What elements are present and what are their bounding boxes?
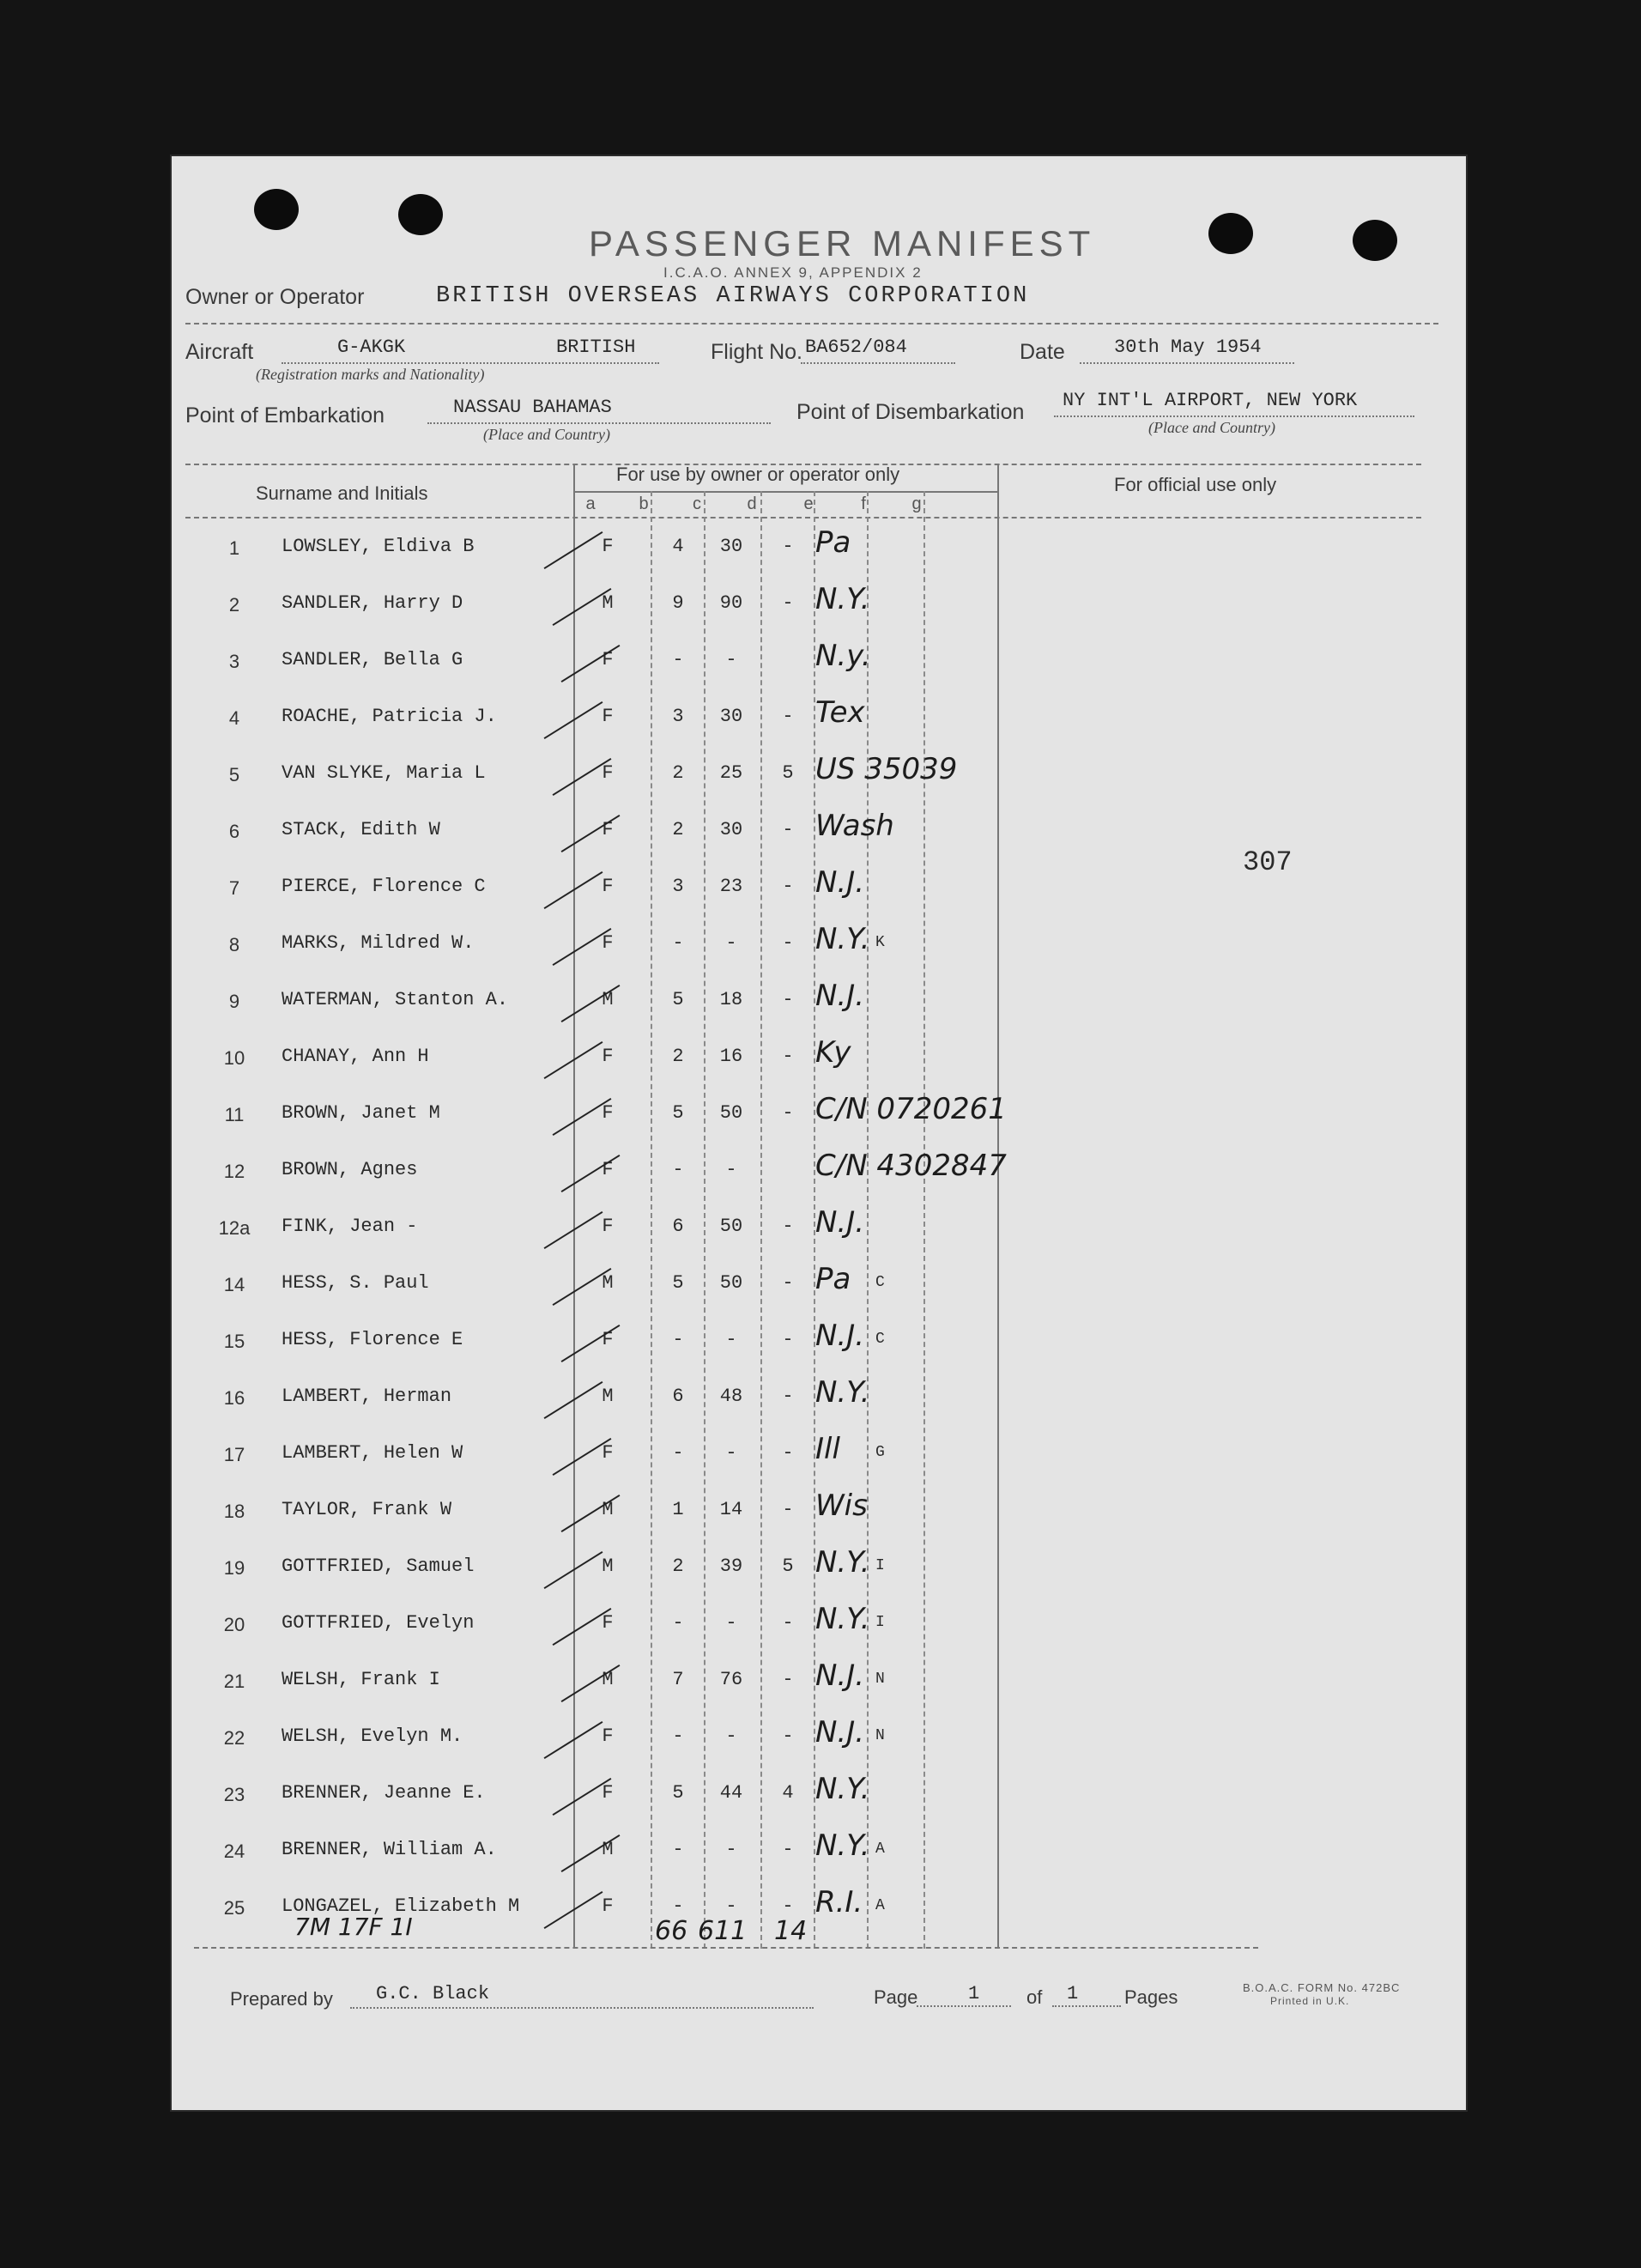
cell-b: 5: [672, 1782, 684, 1804]
cell-sex: F: [602, 1725, 614, 1747]
cell-b: 1: [672, 1499, 684, 1520]
handwritten-residence: N.J.: [815, 865, 865, 900]
cell-sex: F: [602, 1216, 614, 1237]
passenger-name: LAMBERT, Herman: [282, 1386, 452, 1407]
column-letter: c: [693, 494, 701, 513]
cell-sex: F: [602, 536, 614, 557]
cell-b: -: [672, 649, 684, 670]
cell-d: -: [782, 1102, 794, 1124]
header-rule: [573, 491, 997, 493]
cell-d: -: [782, 819, 794, 840]
cell-c: 44: [719, 1782, 743, 1804]
passenger-name: STACK, Edith W: [282, 819, 440, 840]
cell-d: -: [782, 1442, 794, 1464]
row-number: 7: [228, 877, 240, 899]
passenger-name: HESS, Florence E: [282, 1329, 463, 1350]
cell-sex: F: [602, 762, 614, 784]
passenger-name: WATERMAN, Stanton A.: [282, 989, 509, 1010]
aircraft-caption: (Registration marks and Nationality): [256, 366, 485, 383]
cell-d: 5: [782, 1555, 794, 1577]
cell-c: -: [725, 1329, 737, 1350]
column-rule: [573, 464, 575, 1949]
cell-b: 2: [672, 819, 684, 840]
cell-g: N: [875, 1671, 885, 1688]
cell-c: 39: [719, 1555, 743, 1577]
handwritten-residence: Wis: [815, 1489, 868, 1523]
punch-hole: [254, 189, 299, 230]
row-number: 18: [223, 1501, 245, 1522]
cell-c: 50: [719, 1216, 743, 1237]
document-title: PASSENGER MANIFEST: [589, 223, 1096, 264]
cell-c: 16: [719, 1046, 743, 1067]
row-number: 25: [223, 1897, 245, 1919]
cell-c: -: [725, 1442, 737, 1464]
disembarkation-caption: (Place and Country): [1148, 419, 1275, 436]
date-label: Date: [1020, 340, 1065, 364]
column-rule: [867, 491, 869, 1949]
column-rule: [923, 491, 925, 1949]
cell-d: 4: [782, 1782, 794, 1804]
cell-c: 14: [719, 1499, 743, 1520]
cell-sex: F: [602, 706, 614, 727]
handwritten-residence: C/N 4302847: [815, 1149, 1007, 1183]
handwritten-residence: N.Y.: [815, 1602, 870, 1636]
cell-b: -: [672, 1612, 684, 1634]
fill-line: [427, 422, 771, 424]
cell-d: -: [782, 592, 794, 614]
cell-b: 5: [672, 1272, 684, 1294]
passenger-name: WELSH, Evelyn M.: [282, 1725, 463, 1747]
divider: [185, 323, 1438, 324]
row-number: 8: [228, 934, 240, 955]
passenger-name: LAMBERT, Helen W: [282, 1442, 463, 1464]
passenger-name: SANDLER, Bella G: [282, 649, 463, 670]
passenger-name: MARKS, Mildred W.: [282, 932, 475, 954]
handwritten-residence: N.J.: [815, 1715, 865, 1750]
cell-d: -: [782, 932, 794, 954]
cell-g: A: [875, 1897, 885, 1914]
column-letter: a: [585, 494, 596, 513]
cell-sex: F: [602, 932, 614, 954]
cell-d: -: [782, 1499, 794, 1520]
cell-g: C: [875, 1331, 885, 1348]
row-number: 20: [223, 1614, 245, 1635]
passenger-name: FINK, Jean -: [282, 1216, 418, 1237]
column-letter: d: [747, 494, 757, 513]
cell-b: -: [672, 1159, 684, 1180]
row-number: 3: [228, 651, 240, 672]
cell-g: I: [875, 1557, 885, 1574]
cell-g: C: [875, 1274, 885, 1291]
punch-hole: [1208, 213, 1253, 254]
handwritten-residence: Pa: [815, 525, 851, 560]
printed-note: Printed in U.K.: [1270, 1995, 1350, 2007]
passenger-name: PIERCE, Florence C: [282, 876, 486, 897]
cell-c: 18: [719, 989, 743, 1010]
cell-b: 5: [672, 1102, 684, 1124]
prepared-by-value: G.C. Black: [376, 1983, 490, 2004]
cell-b: 6: [672, 1216, 684, 1237]
operator-value: BRITISH OVERSEAS AIRWAYS CORPORATION: [436, 283, 1030, 309]
cell-c: -: [725, 1612, 737, 1634]
cell-d: -: [782, 1725, 794, 1747]
passenger-name: GOTTFRIED, Evelyn: [282, 1612, 475, 1634]
cell-sex: F: [602, 1046, 614, 1067]
cell-c: 48: [719, 1386, 743, 1407]
cell-b: 4: [672, 536, 684, 557]
totals-d: 14: [774, 1916, 808, 1946]
column-letter: b: [639, 494, 649, 513]
passenger-name: BROWN, Janet M: [282, 1102, 440, 1124]
row-number: 1: [228, 537, 240, 559]
cell-b: -: [672, 1725, 684, 1747]
totals-b: 66: [655, 1916, 688, 1946]
passenger-name: LOWSLEY, Eldiva B: [282, 536, 475, 557]
passenger-name: BRENNER, Jeanne E.: [282, 1782, 486, 1804]
passenger-name: CHANAY, Ann H: [282, 1046, 429, 1067]
cell-sex: F: [602, 1329, 614, 1350]
cell-d: 5: [782, 762, 794, 784]
row-number: 16: [223, 1387, 245, 1409]
manifest-sheet: [170, 155, 1468, 2112]
handwritten-residence: Wash: [815, 809, 894, 843]
cell-d: -: [782, 1612, 794, 1634]
cell-b: 3: [672, 876, 684, 897]
form-number: B.O.A.C. FORM No. 472BC: [1243, 1981, 1401, 1994]
cell-c: 25: [719, 762, 743, 784]
cell-g: A: [875, 1840, 885, 1858]
cell-sex: M: [602, 1386, 614, 1407]
cell-d: -: [782, 1046, 794, 1067]
cell-c: 23: [719, 876, 743, 897]
cell-c: 50: [719, 1272, 743, 1294]
fill-line: [1054, 415, 1414, 417]
punch-hole: [1353, 220, 1397, 261]
column-letter: g: [911, 494, 922, 513]
cell-c: 30: [719, 706, 743, 727]
disembarkation-label: Point of Disembarkation: [796, 400, 1025, 424]
cell-sex: M: [602, 1555, 614, 1577]
embarkation-value: NASSAU BAHAMAS: [453, 397, 612, 418]
cell-g: I: [875, 1614, 885, 1631]
passenger-name: TAYLOR, Frank W: [282, 1499, 452, 1520]
disembarkation-value: NY INT'L AIRPORT, NEW YORK: [1063, 390, 1358, 411]
prepared-by-label: Prepared by: [230, 1988, 333, 2010]
cell-c: -: [725, 1725, 737, 1747]
pages-label: Pages: [1124, 1986, 1178, 2008]
cell-sex: F: [602, 1159, 614, 1180]
cell-d: -: [782, 1216, 794, 1237]
row-number: 2: [228, 594, 240, 616]
row-number: 21: [223, 1671, 245, 1692]
embarkation-caption: (Place and Country): [483, 426, 610, 443]
document-subtitle: I.C.A.O. ANNEX 9, APPENDIX 2: [663, 264, 923, 281]
passenger-name: BROWN, Agnes: [282, 1159, 418, 1180]
handwritten-residence: N.y.: [815, 639, 871, 673]
of-label: of: [1026, 1986, 1043, 2008]
row-number: 4: [228, 707, 240, 729]
official-note: 307: [1243, 846, 1293, 878]
cell-b: 2: [672, 762, 684, 784]
cell-d: -: [782, 1329, 794, 1350]
cell-sex: M: [602, 1499, 614, 1520]
embarkation-label: Point of Embarkation: [185, 403, 385, 428]
column-letter: f: [861, 494, 866, 513]
handwritten-residence: Tex: [815, 695, 865, 730]
cell-sex: F: [602, 819, 614, 840]
row-number: 12: [223, 1161, 245, 1182]
cell-d: -: [782, 706, 794, 727]
cell-g: K: [875, 934, 885, 951]
cell-sex: M: [602, 1669, 614, 1690]
cell-sex: F: [602, 649, 614, 670]
fill-line: [1080, 362, 1294, 364]
cell-b: -: [672, 932, 684, 954]
row-number: 17: [223, 1444, 245, 1465]
cell-b: -: [672, 1839, 684, 1860]
aircraft-registration: G-AKGK: [337, 337, 406, 358]
cell-b: 3: [672, 706, 684, 727]
cell-d: -: [782, 1839, 794, 1860]
cell-d: -: [782, 1895, 794, 1917]
cell-b: 2: [672, 1046, 684, 1067]
fill-line: [350, 2007, 814, 2009]
cell-sex: M: [602, 592, 614, 614]
cell-g: N: [875, 1727, 885, 1744]
passenger-name: VAN SLYKE, Maria L: [282, 762, 486, 784]
totals-c: 611: [698, 1916, 748, 1946]
cell-b: 5: [672, 989, 684, 1010]
row-number: 5: [228, 764, 240, 785]
date-value: 30th May 1954: [1114, 337, 1262, 358]
row-number: 24: [223, 1840, 245, 1862]
table-bottom-rule: [194, 1947, 1258, 1949]
cell-d: -: [782, 536, 794, 557]
cell-d: -: [782, 1272, 794, 1294]
aircraft-nationality: BRITISH: [556, 337, 636, 358]
handwritten-residence: Ill: [815, 1432, 840, 1466]
handwritten-residence: Pa: [815, 1262, 851, 1296]
page-number: 1: [968, 1983, 980, 2004]
cell-c: 30: [719, 536, 743, 557]
cell-c: -: [725, 932, 737, 954]
cell-sex: M: [602, 989, 614, 1010]
passenger-name: BRENNER, William A.: [282, 1839, 497, 1860]
name-column-header: Surname and Initials: [256, 482, 428, 504]
passenger-name: GOTTFRIED, Samuel: [282, 1555, 475, 1577]
handwritten-residence: N.J.: [815, 1205, 865, 1240]
official-use-header: For official use only: [1114, 474, 1277, 495]
cell-d: -: [782, 876, 794, 897]
cell-c: -: [725, 1839, 737, 1860]
cell-sex: M: [602, 1839, 614, 1860]
handwritten-residence: N.J.: [815, 1659, 865, 1693]
passenger-name: ROACHE, Patricia J.: [282, 706, 497, 727]
handwritten-residence: Ky: [815, 1035, 851, 1070]
cell-c: 76: [719, 1669, 743, 1690]
cell-b: -: [672, 1442, 684, 1464]
handwritten-residence: N.Y.: [815, 1772, 870, 1806]
passenger-name: WELSH, Frank I: [282, 1669, 440, 1690]
cell-c: -: [725, 649, 737, 670]
column-letter: e: [803, 494, 814, 513]
row-number: 12a: [218, 1217, 251, 1239]
cell-sex: F: [602, 1612, 614, 1634]
fill-line: [1052, 2005, 1121, 2007]
cell-c: 90: [719, 592, 743, 614]
fill-line: [917, 2005, 1011, 2007]
owner-use-header: For use by owner or operator only: [616, 464, 900, 485]
row-number: 15: [223, 1331, 245, 1352]
cell-b: -: [672, 1329, 684, 1350]
totals-by-type: 7M 17F 1I: [294, 1913, 413, 1941]
row-number: 10: [223, 1047, 245, 1069]
row-number: 22: [223, 1727, 245, 1749]
fill-line: [801, 362, 955, 364]
passenger-name: SANDLER, Harry D: [282, 592, 463, 614]
cell-b: 7: [672, 1669, 684, 1690]
row-number: 11: [224, 1104, 245, 1125]
cell-b: 9: [672, 592, 684, 614]
handwritten-residence: R.I.: [815, 1885, 863, 1919]
passenger-name: LONGAZEL, Elizabeth M: [282, 1895, 520, 1917]
page-total: 1: [1067, 1983, 1079, 2004]
page-label: Page: [874, 1986, 918, 2008]
cell-c: -: [725, 1895, 737, 1917]
column-rule: [997, 464, 999, 1949]
cell-sex: M: [602, 1272, 614, 1294]
cell-c: 30: [719, 819, 743, 840]
flight-number: BA652/084: [805, 337, 907, 358]
cell-sex: F: [602, 876, 614, 897]
cell-d: -: [782, 1386, 794, 1407]
cell-b: -: [672, 1895, 684, 1917]
handwritten-residence: US 35039: [815, 752, 958, 786]
handwritten-residence: N.Y.: [815, 1828, 870, 1863]
row-number: 14: [223, 1274, 245, 1295]
handwritten-residence: N.Y.: [815, 582, 870, 616]
cell-b: 2: [672, 1555, 684, 1577]
cell-c: 50: [719, 1102, 743, 1124]
cell-g: G: [875, 1444, 885, 1461]
passenger-name: HESS, S. Paul: [282, 1272, 429, 1294]
row-number: 9: [228, 991, 240, 1012]
row-number: 6: [228, 821, 240, 842]
aircraft-label: Aircraft: [185, 340, 254, 364]
handwritten-residence: N.J.: [815, 979, 865, 1013]
handwritten-residence: N.Y.: [815, 1375, 870, 1410]
row-number: 23: [223, 1784, 245, 1805]
cell-sex: F: [602, 1895, 614, 1917]
punch-hole: [398, 194, 443, 235]
handwritten-residence: N.Y.: [815, 1545, 870, 1580]
cell-sex: F: [602, 1102, 614, 1124]
cell-sex: F: [602, 1782, 614, 1804]
cell-d: -: [782, 1669, 794, 1690]
handwritten-residence: C/N 0720261: [815, 1092, 1007, 1126]
cell-d: -: [782, 989, 794, 1010]
row-number: 19: [223, 1557, 245, 1579]
cell-sex: F: [602, 1442, 614, 1464]
handwritten-residence: N.Y.: [815, 922, 870, 956]
header-bottom-rule: [185, 517, 1421, 518]
fill-line: [282, 362, 659, 364]
flight-label: Flight No.: [711, 340, 802, 364]
cell-b: 6: [672, 1386, 684, 1407]
operator-label: Owner or Operator: [185, 285, 365, 309]
handwritten-residence: N.J.: [815, 1319, 865, 1353]
cell-c: -: [725, 1159, 737, 1180]
